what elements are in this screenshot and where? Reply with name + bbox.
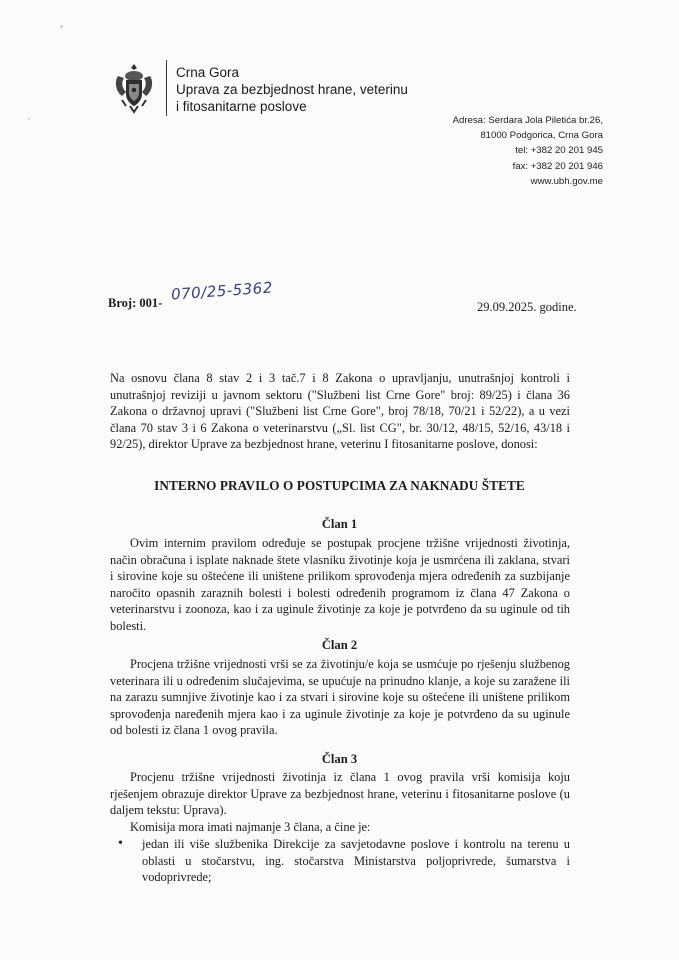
scan-speck — [28, 118, 30, 120]
header-divider — [166, 60, 167, 116]
commission-members-list — [110, 836, 570, 886]
org-line-agency-cont: i fitosanitarne poslove — [176, 99, 307, 114]
scan-speck — [60, 25, 63, 28]
document-date: 29.09.2025. godine. — [477, 300, 577, 314]
document-title: INTERNO PRAVILO O POSTUPCIMA ZA NAKNADU ŠTETE — [154, 478, 525, 493]
article-3-commission-text: Komisija mora imati najmanje 3 člana, a čine je: — [130, 820, 371, 834]
contact-tel: tel: +382 20 201 945 — [515, 145, 603, 157]
article-1-text: Ovim internim pravilom određuje se postupak procjene tržišne vrijednosti životinja, način obračuna i isplate naknade štete vlasniku životinje koja je usmrćena ili zaklana, stvari i sirovine koje su oštećene ili uništene prilikom sprovođenja mjera određenih za suzbijanje naročito opasnih zaraznih bolesti i bolesti određenih programom iz člana 47 Zakona o veterinarstvu i zoonoza, kao i za uginule životinje za koje je potvrđeno da su uginule od tih bolesti. — [110, 536, 570, 633]
preamble: Na osnovu člana 8 stav 2 i 3 tač.7 i 8 Zakona o upravljanju, unutrašnjoj kontroli i unutrašnjoj reviziji u javnom sektoru ("Službeni list Crne Gore" broj: 89/25) i člana 36 Zakona o državnoj upravi ("Službeni list Crne Gore", broj 78/18, 70/21 i 52/22), a u vezi člana 70 stav 3 i 6 Zakona o veterinarstvu („Sl. list CG", br. 30/12, 48/15, 52/16, 43/18 i 92/25), direktor Uprave za bezbjednost hrane, veterinu I fitosanitarne poslove, donosi: — [110, 371, 570, 452]
list-item: • jedan ili više službenika Direkcije za savjetodavne poslove i kontrolu na terenu u oblasti u stočarstvu, ing. stočarstva Ministarstva poljoprivrede, šumarstva i vodoprivrede; — [110, 836, 570, 886]
reference-number-label: Broj: 001- — [108, 296, 163, 310]
contact-block — [453, 113, 603, 189]
organization-name — [176, 64, 408, 115]
org-line-country: Crna Gora — [176, 65, 240, 80]
contact-web: www.ubh.gov.me — [530, 175, 603, 187]
contact-address: Adresa: Serdara Jola Piletića br.26, — [452, 115, 603, 126]
reference-number-handwritten: 070/25-5362 — [170, 278, 274, 304]
contact-city: 81000 Podgorica, Crna Gora — [480, 130, 603, 142]
article-3-heading: Član 3 — [321, 752, 358, 766]
article-1-heading: Član 1 — [321, 517, 358, 531]
article-2-text: Procjena tržišne vrijednosti vrši se za životinju/e koja se usmćuje po rješenju službenog veterinara ili u određenim slučajevima, se upućuje na prinudno klanje, a koje su zaražene ili na zarazu sumnjive životinje kao i za stvari i sirovine koje su oštećene ili uništene prilikom sprovođenja naređenih mjera kao i za uginule životinje za koje je potvrđeno da su uginule od bolesti iz člana 1 ovog pravila. — [110, 657, 570, 738]
article-3-text: Procjenu tržišne vrijednosti životinja iz člana 1 ovog pravila vrši komisija koju rješenjem obrazuje direktor Uprave za bezbjednost hrane, veterinu i fitosanitarne poslove (u daljem tekstu: Uprava). — [110, 770, 570, 818]
coat-of-arms-icon — [112, 62, 156, 114]
contact-fax: fax: +382 20 201 946 — [512, 160, 603, 172]
article-2-heading: Član 2 — [321, 638, 358, 652]
org-line-agency: Uprava za bezbjednost hrane, veterinu — [176, 82, 408, 97]
